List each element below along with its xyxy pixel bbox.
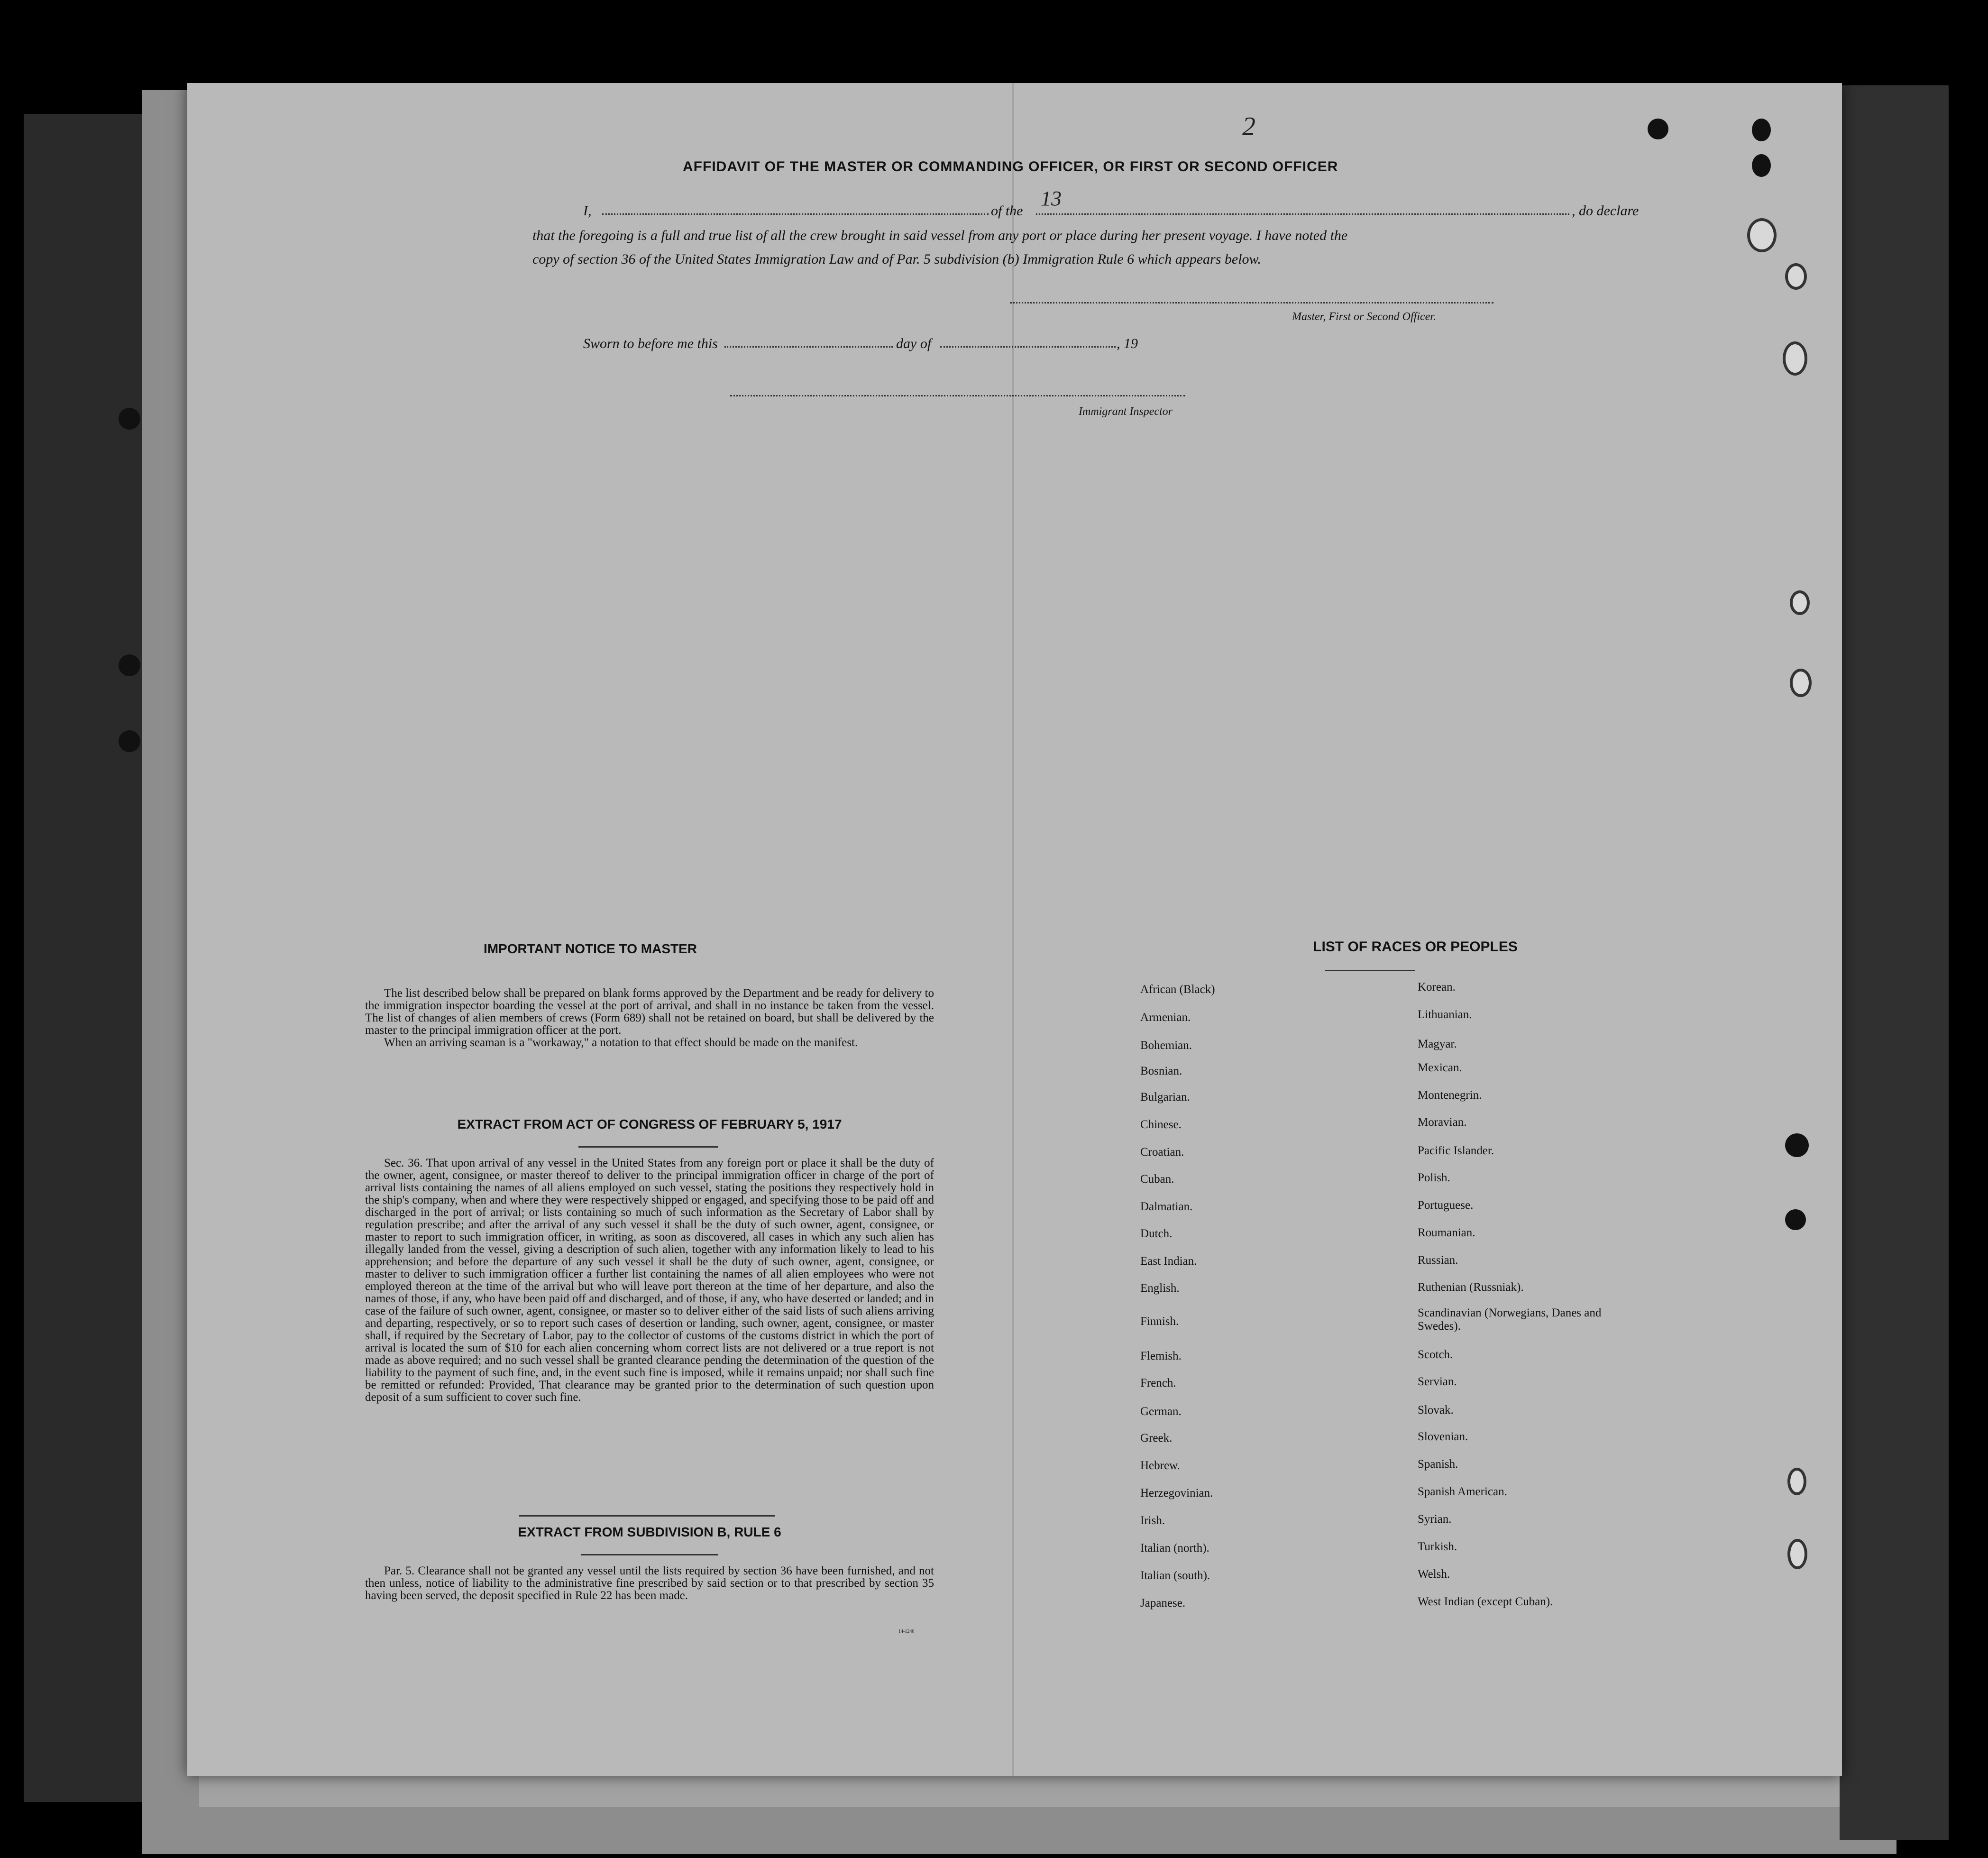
race-item: Croatian. xyxy=(1140,1146,1184,1159)
race-item: German. xyxy=(1140,1405,1182,1418)
handwritten-mark: 2 xyxy=(1242,112,1255,141)
race-item: Magyar. xyxy=(1418,1038,1457,1050)
rule-extract-title: EXTRACT FROM SUBDIVISION B, RULE 6 xyxy=(518,1525,781,1539)
race-item: Korean. xyxy=(1418,981,1456,993)
punch-hole xyxy=(1785,1209,1806,1230)
punch-hole xyxy=(1648,119,1668,139)
divider xyxy=(519,1515,775,1517)
race-item: Japanese. xyxy=(1140,1597,1186,1610)
race-item: Polish. xyxy=(1418,1171,1450,1184)
punch-hole xyxy=(1790,590,1810,615)
race-item: Bosnian. xyxy=(1140,1065,1182,1077)
race-item: Bohemian. xyxy=(1140,1039,1192,1052)
race-item: Welsh. xyxy=(1418,1568,1450,1581)
act-extract-title: EXTRACT FROM ACT OF CONGRESS OF FEBRUARY 5, 1917 xyxy=(457,1117,842,1131)
race-item: East Indian. xyxy=(1140,1255,1197,1268)
signature-label: Master, First or Second Officer. xyxy=(1292,311,1436,323)
notice-text xyxy=(365,987,934,1049)
race-item: Herzegovinian. xyxy=(1140,1487,1213,1499)
punch-hole xyxy=(1747,218,1777,252)
affidavit-declare: , do declare xyxy=(1572,203,1639,219)
affidavit-of-the: of the xyxy=(991,203,1023,219)
race-item: Pacific Islander. xyxy=(1418,1144,1494,1157)
race-item: Servian. xyxy=(1418,1375,1457,1388)
race-item: Roumanian. xyxy=(1418,1226,1475,1239)
race-item: Spanish American. xyxy=(1418,1485,1507,1498)
affidavit-i: I, xyxy=(583,203,592,219)
punch-hole xyxy=(1785,263,1807,290)
race-item: Armenian. xyxy=(1140,1011,1191,1024)
divider xyxy=(581,1554,718,1555)
race-item: Dutch. xyxy=(1140,1227,1173,1240)
race-item: Chinese. xyxy=(1140,1118,1182,1131)
race-item: Syrian. xyxy=(1418,1513,1452,1526)
binder-hole xyxy=(119,730,140,752)
race-item: Spanish. xyxy=(1418,1458,1458,1471)
race-item: Dalmatian. xyxy=(1140,1200,1193,1213)
race-item: Slovak. xyxy=(1418,1404,1454,1416)
race-item: Hebrew. xyxy=(1140,1459,1180,1472)
officer-signature-field[interactable] xyxy=(1010,302,1493,304)
race-item: French. xyxy=(1140,1377,1176,1389)
binder-right xyxy=(1840,85,1949,1840)
race-item: Italian (north). xyxy=(1140,1542,1209,1554)
affidavit-line3: copy of section 36 of the United States Immigration Law and of Par. 5 subdivision (b) Immigration Rule 6 which appears below. xyxy=(532,251,1261,267)
race-item: Lithuanian. xyxy=(1418,1008,1472,1021)
form-number: 14-1240 xyxy=(898,1629,915,1634)
par-5-paragraph: Par. 5. Clearance shall not be granted any vessel until the lists required by section 36 have been furnished, and not then unless, notice of liability to the administrative fine prescribed by said section or to that prescribed by section 35 having been served, the deposit specified in Rule 22 has been made. xyxy=(365,1564,934,1602)
race-item: Flemish. xyxy=(1140,1350,1182,1362)
divider xyxy=(578,1146,718,1148)
rule-extract-text xyxy=(365,1565,934,1602)
races-title: LIST OF RACES OR PEOPLES xyxy=(1313,939,1518,955)
punch-hole xyxy=(1783,341,1807,376)
race-item: Bulgarian. xyxy=(1140,1091,1190,1104)
divider xyxy=(1325,970,1415,971)
sworn-month-field[interactable] xyxy=(940,346,1116,348)
race-item: African (Black) xyxy=(1140,983,1215,996)
race-item: Portuguese. xyxy=(1418,1199,1474,1212)
race-item: Russian. xyxy=(1418,1254,1458,1267)
center-fold xyxy=(1012,83,1014,1776)
handwritten-vessel-mark: 13 xyxy=(1041,187,1062,210)
race-item: Cuban. xyxy=(1140,1173,1174,1186)
punch-hole xyxy=(1787,1468,1806,1495)
race-item: Moravian. xyxy=(1418,1116,1467,1129)
punch-hole xyxy=(1752,154,1771,177)
race-item: Turkish. xyxy=(1418,1540,1457,1553)
inspector-signature-field[interactable] xyxy=(730,395,1185,396)
race-item: Greek. xyxy=(1140,1432,1173,1444)
affidavit-title: AFFIDAVIT OF THE MASTER OR COMMANDING OFFICER, OR FIRST OR SECOND OFFICER xyxy=(683,159,1338,175)
section-36-paragraph: Sec. 36. That upon arrival of any vessel in the United States from any foreign port or place it shall be the duty of the owner, agent, consignee, or master thereof to deliver to the principal immigration officer in charge of the port of arrival lists containing the names of all aliens employed on such vessel, stating the positions they respectively hold in the ship's company, when and where they were respectively shipped or engaged, and specifying those to be paid off and discharged in the port of arrival; or lists containing so much of such information as the Secretary of Labor shall by regulation prescribe; and after the arrival of any such vessel it shall be the duty of such owner, agent, consignee, or master to report to such immigration officer, in writing, as soon as discovered, all cases in which any such alien has illegally landed from the vessel, giving a description of such alien, together with any information likely to lead to his apprehension; and before the departure of any such vessel it shall be the duty of such owner, agent, consignee, or master to deliver to such immigration officer a further list containing the names of all alien employees who were not employed thereon at the time of the arrival but who will leave port thereon at the time of her departure, and also the names of those, if any, who have been paid off and discharged, and of those, if any, who have deserted or landed; and in case of the failure of such owner, agent, consignee, or master so to deliver either of the said lists of such aliens arriving and departing, respectively, or so to report such cases of desertion or landing, such owner, agent, consignee, or master shall, if required by the Secretary of Labor, pay to the collector of customs of the customs district in which the port of arrival is located the sum of $10 for each alien concerning whom correct lists are not delivered or a true report is not made as above required; and no such vessel shall be granted clearance pending the determination of the question of the liability to the payment of such fine, and, in the event such fine is imposed, while it remains unpaid; nor shall such fine be remitted or refunded: Provided, That clearance may be granted prior to the determination of such question upon deposit of a sum sufficient to cover such fine. xyxy=(365,1157,934,1404)
race-item: Slovenian. xyxy=(1418,1430,1468,1443)
race-item: Scandinavian (Norwegians, Danes and Swedes). xyxy=(1418,1306,1602,1333)
inspector-label: Immigrant Inspector xyxy=(1079,405,1173,418)
notice-paragraph-1: The list described below shall be prepared on blank forms approved by the Department and be ready for delivery to the immigration inspector boarding the vessel at the port of arrival, and shall in no instance be taken from the vessel. The list of changes of alien members of crews (Form 689) shall not be retained on board, but shall be delivered by the master to the principal immigration officer at the port. xyxy=(365,987,934,1037)
affidavit-line2: that the foregoing is a full and true list of all the crew brought in said vessel from any port or place during her present voyage. I have noted the xyxy=(532,228,1348,243)
race-item: Finnish. xyxy=(1140,1315,1179,1328)
vessel-name-field[interactable] xyxy=(1036,213,1569,215)
sworn-prefix: Sworn to before me this xyxy=(583,336,718,351)
notice-paragraph-2: When an arriving seaman is a "workaway," a notation to that effect should be made on the manifest. xyxy=(384,1036,858,1049)
race-item: Irish. xyxy=(1140,1514,1165,1527)
binder-hole xyxy=(119,654,140,676)
sworn-day-field[interactable] xyxy=(724,346,893,348)
sworn-day-of: day of xyxy=(896,336,932,351)
race-item: English. xyxy=(1140,1282,1180,1295)
race-item: Italian (south). xyxy=(1140,1569,1210,1582)
race-item: Montenegrin. xyxy=(1418,1089,1482,1102)
punch-hole xyxy=(1785,1133,1809,1157)
act-extract-text xyxy=(365,1157,934,1404)
binder-hole xyxy=(119,408,140,430)
master-name-field[interactable] xyxy=(602,213,989,215)
punch-hole xyxy=(1787,1539,1807,1569)
manifest-page xyxy=(187,83,1842,1776)
punch-hole xyxy=(1752,119,1771,141)
sworn-year: , 19 xyxy=(1117,336,1138,351)
race-item: Scotch. xyxy=(1418,1348,1453,1361)
race-item: Mexican. xyxy=(1418,1061,1462,1074)
notice-title: IMPORTANT NOTICE TO MASTER xyxy=(483,941,697,956)
punch-hole xyxy=(1790,669,1812,697)
race-item: West Indian (except Cuban). xyxy=(1418,1595,1553,1608)
race-item: Ruthenian (Russniak). xyxy=(1418,1281,1524,1294)
